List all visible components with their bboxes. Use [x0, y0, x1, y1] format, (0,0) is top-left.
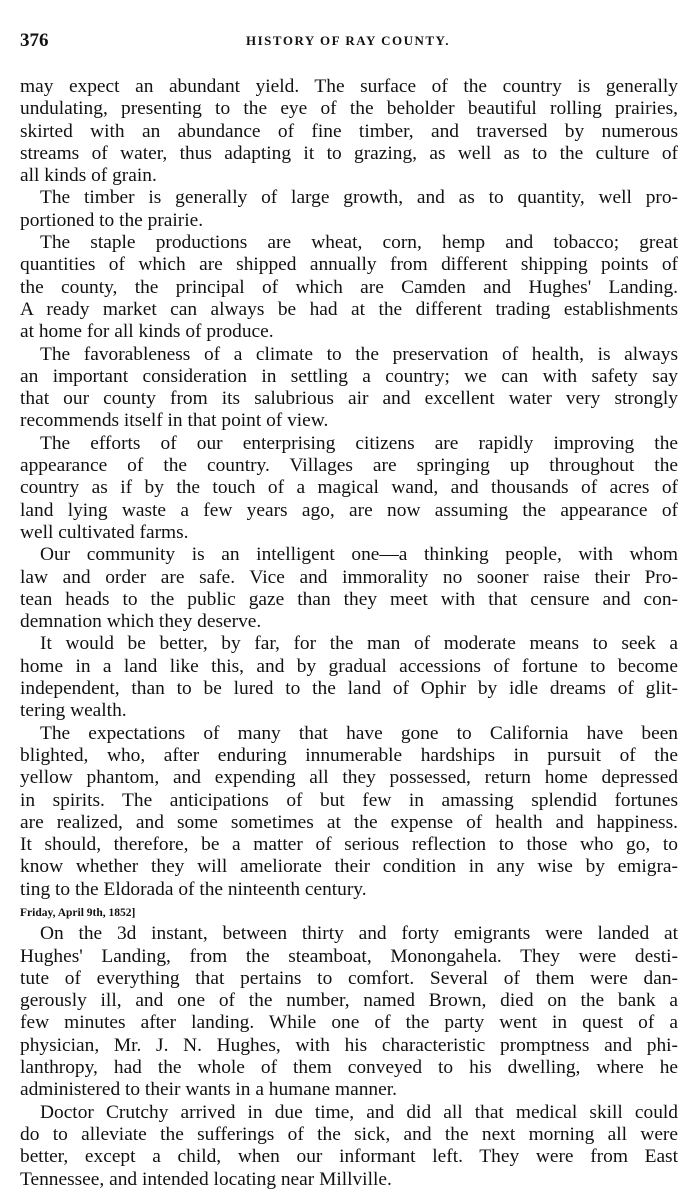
- text-line: yellow phantom, and expending all they possessed, return home depressed: [20, 767, 678, 789]
- text-line: The expectations of many that have gone to California have been: [40, 722, 678, 744]
- paragraph: [20, 344, 678, 433]
- text-line: physician, Mr. J. N. Hughes, with his characteristic promptness and phi-: [20, 1034, 678, 1056]
- text-line: few minutes after landing. While one of the party went in quest of a: [20, 1012, 678, 1034]
- text-line: well cultivated farms.: [20, 521, 189, 543]
- text-line: It would be better, by far, for the man of moderate means to seek a: [40, 633, 678, 655]
- running-title: HISTORY OF RAY COUNTY.: [246, 33, 450, 48]
- text-line: The timber is generally of large growth, and as to quantity, well pro-: [40, 187, 678, 209]
- text-line: It should, therefore, be a matter of serious reflection to those who go, to: [20, 834, 678, 856]
- text-line: Tennessee, and intended locating near Millville.: [20, 1168, 392, 1190]
- text-line: independent, than to be lured to the land of Ophir by idle dreams of glit-: [20, 678, 678, 700]
- text-line: all kinds of grain.: [20, 165, 157, 187]
- paragraph: [20, 232, 678, 343]
- dateline: Friday, April 9th, 1852]: [20, 906, 136, 919]
- text-line: land lying waste a few years ago, are now assuming the appearance of: [20, 499, 678, 521]
- text-line: The staple productions are wheat, corn, hemp and tobacco; great: [40, 232, 678, 254]
- text-line: are realized, and some sometimes at the expense of health and happiness.: [20, 811, 678, 833]
- page-body: [20, 76, 678, 1191]
- paragraph: [20, 923, 678, 1101]
- text-line: On the 3d instant, between thirty and forty emigrants were landed at: [40, 923, 678, 945]
- text-line: The efforts of our enterprising citizens are rapidly improving the: [40, 432, 678, 454]
- text-line: may expect an abundant yield. The surface of the country is generally: [20, 76, 678, 97]
- text-line: recommends itself in that point of view.: [20, 410, 329, 432]
- page-number: 376: [20, 30, 49, 51]
- text-line: lanthropy, had the whole of them conveyed to his dwelling, where he: [20, 1057, 678, 1079]
- text-line: Hughes' Landing, from the steamboat, Monongahela. They were desti-: [20, 945, 678, 967]
- paragraph: [20, 723, 678, 901]
- text-line: appearance of the country. Villages are springing up throughout the: [20, 455, 678, 477]
- text-line: better, except a child, when our informant left. They were from East: [20, 1146, 678, 1168]
- text-line: Our community is an intelligent one—a thinking people, with whom: [40, 544, 678, 566]
- paragraph: [20, 1102, 678, 1191]
- text-line: blighted, who, after enduring innumerable hardships in pursuit of the: [20, 744, 678, 766]
- text-line: in spirits. The anticipations of but few in amassing splendid fortunes: [20, 789, 678, 811]
- text-line: skirted with an abundance of fine timber, and traversed by numerous: [20, 120, 678, 142]
- text-line: undulating, presenting to the eye of the beholder beautiful rolling prairies,: [20, 98, 678, 120]
- text-line: law and order are safe. Vice and immorality no sooner raise their Pro-: [20, 566, 678, 588]
- text-line: gerously ill, and one of the number, named Brown, died on the bank a: [20, 990, 678, 1012]
- text-line: that our county from its salubrious air and excellent water very strongly: [20, 388, 678, 410]
- text-line: streams of water, thus adapting it to grazing, as well as to the culture of: [20, 142, 678, 164]
- text-line: The favorableness of a climate to the preservation of health, is always: [40, 343, 678, 365]
- text-line: ting to the Eldorada of the ninteenth century.: [20, 878, 367, 900]
- page-header: [20, 30, 676, 54]
- text-line: administered to their wants in a humane manner.: [20, 1079, 397, 1101]
- paragraph: [20, 544, 678, 633]
- text-line: quantities of which are shipped annually from different shipping points of: [20, 254, 678, 276]
- text-line: country as if by the touch of a magical wand, and thousands of acres of: [20, 477, 678, 499]
- paragraph: [20, 187, 678, 232]
- paragraph: [20, 433, 678, 544]
- text-line: an important consideration in settling a country; we can with safety say: [20, 365, 678, 387]
- text-line: do to alleviate the sufferings of the sick, and the next morning all were: [20, 1123, 678, 1145]
- text-line: Doctor Crutchy arrived in due time, and did all that medical skill could: [40, 1101, 678, 1123]
- text-line: the county, the principal of which are Camden and Hughes' Landing.: [20, 276, 678, 298]
- text-line: home in a land like this, and by gradual accessions of fortune to become: [20, 655, 678, 677]
- text-line: tute of everything that pertains to comfort. Several of them were dan-: [20, 967, 678, 989]
- text-line: tering wealth.: [20, 700, 127, 722]
- paragraph: [20, 633, 678, 722]
- text-line: at home for all kinds of produce.: [20, 321, 274, 343]
- text-line: tean heads to the public gaze than they meet with that censure and con-: [20, 588, 678, 610]
- text-line: know whether they will ameliorate their condition in any wise by emigra-: [20, 856, 678, 878]
- paragraph: [20, 76, 678, 187]
- text-line: A ready market can always be had at the different trading establishments: [20, 298, 678, 320]
- text-line: portioned to the prairie.: [20, 209, 204, 231]
- text-line: demnation which they deserve.: [20, 611, 262, 633]
